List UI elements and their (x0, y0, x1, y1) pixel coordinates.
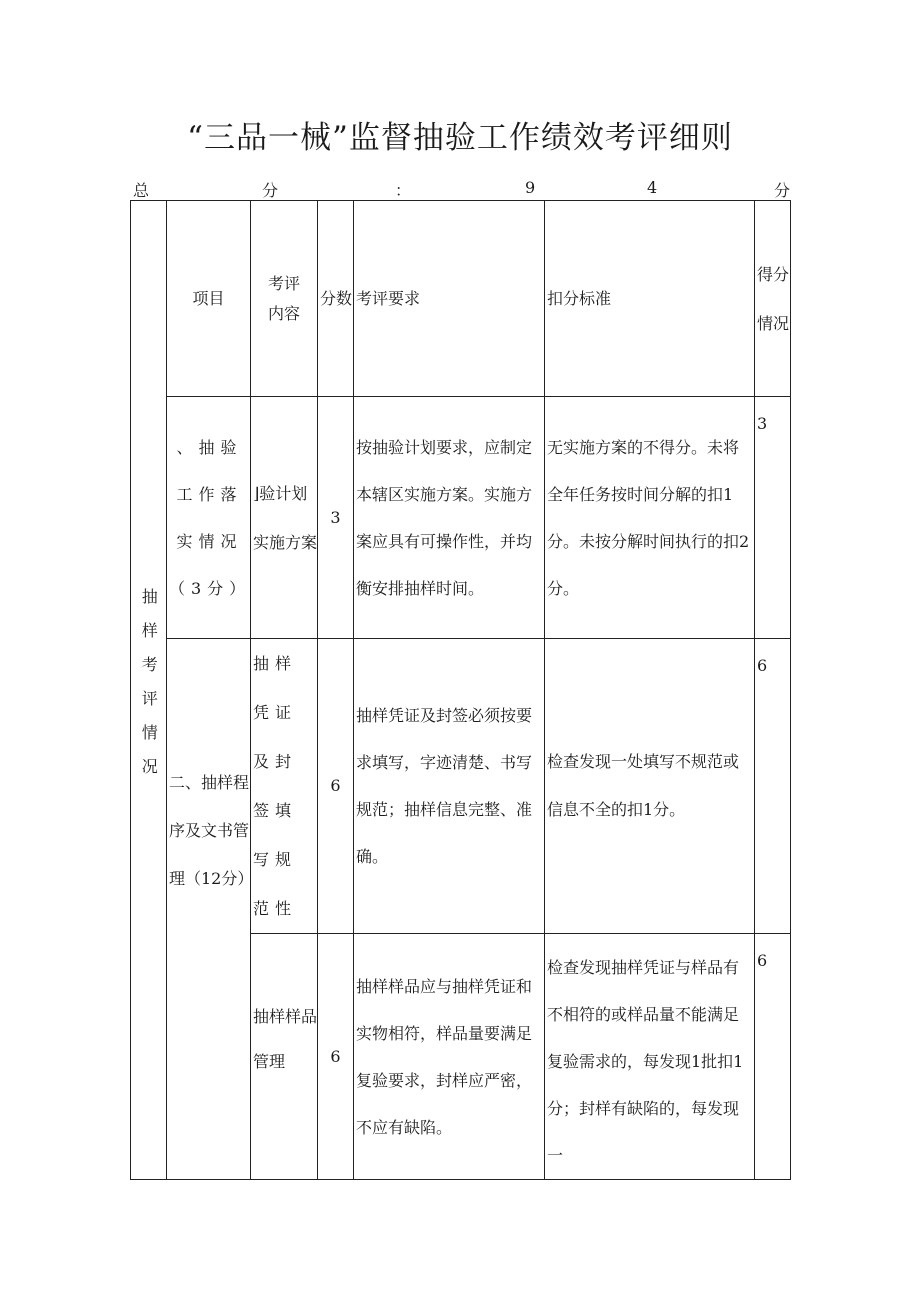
total-char-6: 分 (774, 181, 791, 200)
total-char-3: ： (395, 181, 412, 200)
total-char-4: 9 (525, 178, 536, 197)
document-title: “三品一械”监督抽验工作绩效考评细则 (187, 120, 733, 156)
row1-points: 3 (318, 397, 354, 639)
row3-content: 抽样样品管理 (251, 934, 318, 1180)
header-points: 分数 (318, 201, 354, 397)
total-char-2: 分 (262, 181, 279, 200)
evaluation-table (130, 200, 791, 1180)
table-row (131, 397, 791, 639)
row3-points: 6 (318, 934, 354, 1180)
table-row (131, 639, 791, 934)
row2-content: 抽样凭证及封签填写规范性 (251, 639, 318, 934)
total-char-5: 4 (647, 178, 658, 197)
header-row (131, 201, 791, 397)
header-deduction: 扣分标准 (545, 201, 755, 397)
row1-requirement: 按抽验计划要求，应制定本辖区实施方案。实施方案应具有可操作性，并均衡安排抽样时间。 (354, 397, 545, 639)
header-item: 项目 (167, 201, 251, 397)
row3-requirement: 抽样样品应与抽样凭证和实物相符，样品量要满足复验要求，封样应严密，不应有缺陷。 (354, 934, 545, 1180)
row1-deduction: 无实施方案的不得分。未将全年任务按时间分解的扣1分。未按分解时间执行的扣2分。 (545, 397, 755, 639)
header-score: 得分情况 (755, 201, 791, 397)
total-char-1: 总 (133, 181, 150, 200)
row2-points: 6 (318, 639, 354, 934)
row2-requirement: 抽样凭证及封签必须按要求填写，字迹清楚、书写规范；抽样信息完整、准确。 (354, 639, 545, 934)
side-label: 抽样考评情况 (139, 588, 159, 792)
row1-item: 、抽验工作落实情况（3分） (167, 397, 251, 639)
header-content: 考评内容 (251, 201, 318, 397)
row2-item: 二、抽样程序及文书管理（12分） (167, 639, 251, 1180)
header-requirement: 考评要求 (354, 201, 545, 397)
row1-score: 3 (755, 397, 791, 639)
row1-content: ⌋验计划实施方案 (251, 397, 318, 639)
row3-score: 6 (755, 934, 791, 1180)
row2-score: 6 (755, 639, 791, 934)
total-score-line (133, 178, 791, 200)
row2-deduction: 检查发现一处填写不规范或信息不全的扣1分。 (545, 639, 755, 934)
row3-deduction: 检查发现抽样凭证与样品有不相符的或样品量不能满足复验需求的，每发现1批扣1分；封样有缺陷的，每发现一 (545, 934, 755, 1180)
side-label-cell (131, 201, 167, 1180)
